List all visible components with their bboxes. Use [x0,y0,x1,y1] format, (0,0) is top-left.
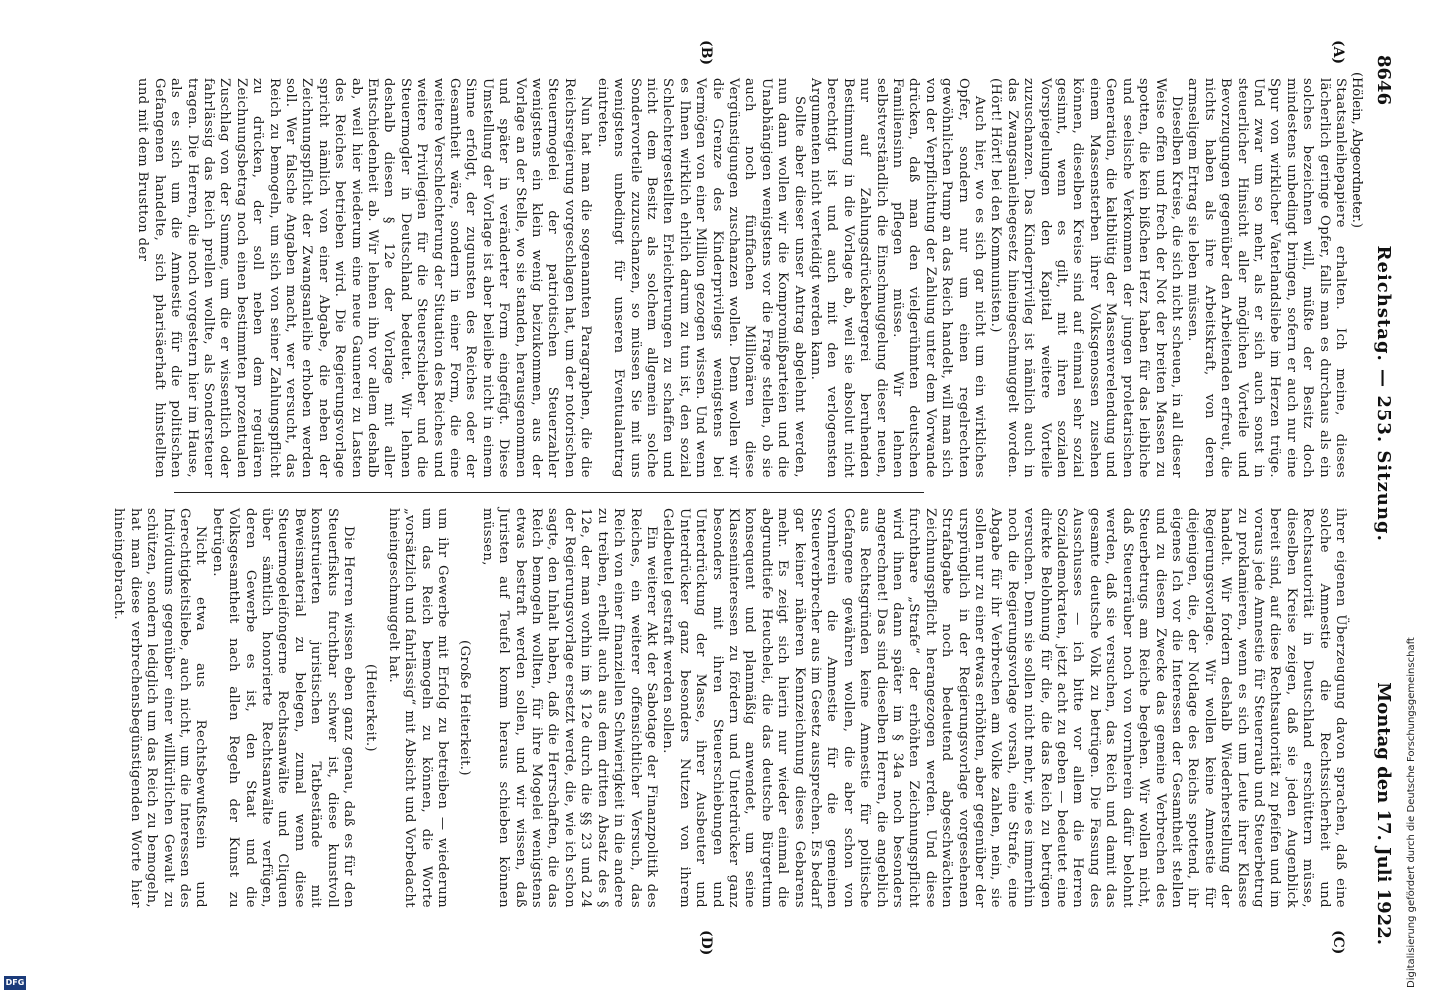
margin-marker-d: (D) [698,930,714,956]
column-divider [174,492,924,493]
interjection: (Heiterkeit.) [363,664,379,752]
paragraph: Sollte aber dieser unser Antrag abgelehnt werden, nun dann wollen wir die Kompromißparteien und die Unabhängigen wenigstens vor die Frage stellen, ob sie auch noch fünffachen Millionären diese Vergünstigungen zuschanzen wollen. Denn wollen wir die Grenze des Kinderprivilegs wenigstens bei Vermögen von einer Million gezogen wissen. Und wenn es Ihnen wirklich ehrlich darum zu tun ist, den sozial Schlechtergestellten Erleichterungen zu schaffen und nicht dem Besitz als solchem allgemein solche Sondervorteile zuzuschanzen, so müssen Sie mit uns wenigstens unbedingt für unseren Eventualantrag eintreten. [594,78,807,478]
speaker-name: (Hölein, Abgeordneter.) [1349,72,1364,228]
paragraph: Staatsanleihepapiere erhalten. Ich meine, dieses lächerlich geringe Opfer, falls man es durchaus als ein solches bezeichnen will, müßte der Besitz doch mindestens unbedingt bringen, sofern er auch nur eine Spur von wirklicher Vaterlandsliebe im Herzen trüge. Und zwar um so mehr, als er sich auch sonst in steuerlicher Hinsicht aller möglichen Vorteile und Bevorzugungen gegenüber den Arbeitenden erfreut, die nichts haben als ihre Arbeitskraft, von deren armseligem Ertrag sie leben müssen. [1185,78,1348,478]
paragraph: Nicht etwa aus Rechtsbewußtsein und Gerechtigkeitsliebe, auch nicht, um die Interessen des Individuums gegenüber einer willkürlichen Gewalt zu schützen, sondern lediglich um das Reich zu bemogeln, hat man diese verbrechensbegünstigenden Worte hier hineingebracht. [111,508,209,908]
paragraph: Nun hat man die sogenannten Paragraphen, die die Reichsregierung vorgeschlagen hat, um der notorischen Steuermogelei der patriotischen Steuerzahler wenigstens ein klein wenig beizukommen, aus der Vorlage an der Stelle, wo sie standen, herausgenommen und später in veränderter Form eingefügt. Diese Umstellung der Vorlage ist aber beileibe nicht in einem Sinne erfolgt, der zugunsten des Reiches oder der Gesamtheit wäre, sondern in einer Form, die eine weitere Verschlechterung der Situation des Reiches und weitere Privilegien für die Steuerschieber und die Steuermogler in Deutschland bedeutet. Wir lehnen deshalb diesen § 12e der Vorlage mit aller Entschiedenheit ab. Wir lehnen ihn vor allem deshalb ab, weil hier wiederum eine neue Gaunerei zu Lasten des Reiches betrieben wird. Die Regierungsvorlage spricht nämlich von einer Abgabe, die neben der Zeichnungspflicht der Zwangsanleihe erhoben werden soll. Wer falsche Angaben macht, wer versucht, das Reich zu bemogeln, um sich von seiner Zahlungspflicht zu drücken, der soll neben dem regulären Zeichnungsbetrag noch einen bestimmten prozentualen Zuschlag von der Summe, um die er wissentlich oder fahrlässig das Reich prellen wollte, als Sondersteuer tragen. Die Herren, die noch vorgestern hier im Hause, als es sich um die Amnestie für die politischen Gefangenen handelte, sich pharisäerhaft hinstellten und mit dem Brustton der [135,78,594,478]
right-column [110,508,1348,908]
margin-marker-c: (C) [1330,930,1346,955]
paragraph: Die Herren wissen eben ganz genau, daß es für den Steuerfiskus furchtbar schwer ist, diese kunstvoll konstruierten juristischen Tatbestände mit Beweismaterial zu belegen, zumal wenn diese Steuermogeleifongerne Rechtsanwälte und Cliquen über sämtlich honorierte Rechtsanwälte verfügen, deren Gewerbe es ist, den Staat und die Volksgesamtheit nach allen Regeln der Kunst zu betrügen. [209,508,357,908]
paragraph: Ein weiterer Akt der Sabotage der Finanzpolitik des Reiches, ein weiterer offensichtlicher Versuch, das Reich von einer finanziellen Schwierigkeit in die andere zu treiben, erhellt auch aus dem dritten Absatz des § 12e, der man vorhin im § 12e durch die §§ 23 und 24 der Regierungsvorlage ersetzt werde, die, wie ich schon sagte, den Inhalt haben, daß die Herrschaften, die das Reich bemogeln wollten, für ihre Mogelei wenigstens etwas bestraft werden sollen, und wir wissen, daß Juristen auf Teufel komm heraus schieben können müssen, [479,508,659,908]
margin-marker-a: (A) [1330,40,1346,65]
interjection: (Große Heiterkeit.) [457,640,473,776]
margin-marker-b: (B) [698,40,714,66]
footer-credit [1400,610,1430,990]
left-column [134,78,1348,478]
paragraph: Auch hier, wo es sich gar nicht um ein wirkliches Opfer, sondern nur um einen regelrechten gewöhnlichen Pump an das Reich handelt, will man sich von der Verpflichtung der Zahlung unter dem Vorwande drücken, daß man den vielgerühmten deutschen Familiensinn pflegen müsse. Wir lehnen selbstverständlich die Einschmuggelung dieser neuen, nur auf Zahlungsdrückebergerei beruhenden Bestimmung in die Vorlage ab, weil sie absolut nicht berechtigt ist und auch mit den verlogensten Argumenten nicht verteidigt werden kann. [808,78,988,478]
paragraph: ihrer eigenen Überzeugung davon sprachen, daß eine solche Amnestie die Rechtssicherheit und Rechtsautorität in Deutschland erschüttern müsse, dieselben Kreise zeigen, daß sie jeden Augenblick bereit sind, auf diese Rechtsautorität zu pfeifen und im voraus jede Amnestie für Steuerraub und Steuerbetrug zu proklamieren, wenn es sich um Leute ihrer Klasse handelt. Wir fordern deshalb Wiederherstellung der Regierungsvorlage. Wir wollen keine Amnestie für diejenigen, die, der Notlage des Reichs spottend, ihr eigenes Ich vor die Interessen der Gesamtheit stellen und zu diesem Zwecke das gemeine Verbrechen des Steuerbetrugs am Reiche begehen. Wir wollen nicht, daß Steuerräuber noch von vornherein dafür belohnt werden, daß sie versuchen, das Reich und damit das gesamte deutsche Volk zu betrügen. Die Fassung des Ausschusses — ich bitte vor allem die Herren Sozialdemokraten, jetzt acht zu geben — bedeutet eine direkte Belohnung für die, die das Reich zu betrügen versuchen. Denn sie sollen nicht mehr, wie es immerhin noch die Regierungsvorlage vorsah, eine Strafe, eine Abgabe für ihr Verbrechen am Volke zahlen, nein, sie sollen nur zu einer etwas erhöhten, aber gegenüber der ursprünglich in der Regierungsvorlage vorgesehenen Strafabgabe noch bedeutend abgeschwächten Zeichnungspflicht herangezogen werden. Und diese furchtbare „Strafe“ der erhöhten Zeichnungspflicht wird ihnen dann später im § 34a noch besonders angerechnet! Das sind dieselben Herren, die angeblich aus Rechtsgründen keine Amnestie für politische Gefangene gewähren wollen, die aber schon von vornherein die Amnestie für die gemeinen Steuerverbrecher aus im Gesetz aussprechen. Es bedarf gar keiner näheren Kennzeichnung dieses Gebarens mehr. Es zeigt sich hierin nur wieder einmal die abgrundtiefe Heuchelei, die das deutsche Bürgertum konsequent und planmäßig anwendet, um seine Klasseninteressen zu fördern und Unterdrücker ganz besonders mit ihren Steuerschiebungen und Unterdrückung der Masse, ihrer Ausbeuter und Unterdrücker ganz besonders Nutzen von ihrem Geldbeutel gestraft werden sollen. [660,508,1348,908]
paragraph: Dieselben Kreise, die sich nicht scheuen, in all dieser Weise offen und frech der Not der breiten Massen zu spotten, die kein bißchen Herz haben für das leibliche und seelische Verkommen der jungen proletarischen Generation, die kaltblütig der Massenverelendung und einem Massensterben ihrer Volksgenossen zusehen können, dieselben Kreise sind auf einmal sehr sozial gesinnt, wenn es gilt, mit ihren sozialen Vorspiegelungen den Kapital weitere Vorteile zuzuschanzen. Das Kinderprivileg ist nämlich auch in das Zwangsanleihegesetz hineingeschmuggelt worden. (Hört! Hört! bei den Kommunisten.) [988,78,1184,478]
dfg-logo: DFG [4,976,26,990]
funding-credit: Digitalisierung gefördert durch die Deutsche Forschungsgemeinschaft [1406,637,1417,988]
header-date: Montag den 17. Juli 1922. [1373,682,1394,945]
paragraph: um ihr Gewerbe mit Erfolg zu betreiben — wiederum um das Reich bemogeln zu können, die Worte „vorsätzlich und fahrlässig“ mit Absicht und Vorbedacht hineingeschmuggelt hat. [385,508,451,908]
header-title: Reichstag. — 253. Sitzung. [1373,245,1394,542]
page-header [1368,55,1394,945]
page-number: 8646 [1373,55,1394,106]
